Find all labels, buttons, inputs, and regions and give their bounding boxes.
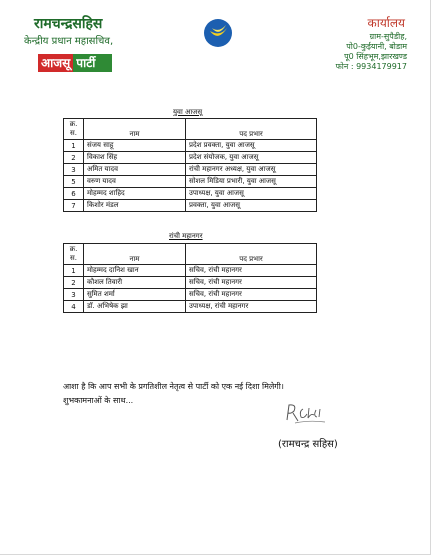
name-cell: अमित यादव	[84, 164, 186, 176]
table-row	[64, 188, 317, 200]
name-cell: विकाश सिंह	[84, 152, 186, 164]
office-address	[336, 32, 407, 72]
post-cell: रांची महानगर अध्यक्ष, युवा आजसू	[186, 164, 317, 176]
serial-cell: 4	[64, 301, 84, 313]
header-name: नाम	[84, 119, 186, 140]
header-post: पद प्रभार	[186, 244, 317, 265]
table-row	[64, 289, 317, 301]
closing-message	[63, 380, 284, 408]
serial-cell: 1	[64, 265, 84, 277]
address-line: ग्राम-सुपैडीह,	[369, 32, 407, 41]
post-cell: सोशल मिडिया प्रभारी, युवा आजसू	[186, 176, 317, 188]
name-cell: कौशल तिवारी	[84, 277, 186, 289]
header-post: पद प्रभार	[186, 119, 317, 140]
name-cell: वरुण यादव	[84, 176, 186, 188]
office-title: कार्यालय	[367, 16, 405, 30]
ranchi-members-table	[63, 243, 317, 313]
table-row	[64, 164, 317, 176]
section-title-yuva: युवा आजसू	[173, 108, 203, 116]
signatory-name: (रामचन्द्र सहिस)	[278, 439, 338, 450]
address-line: पो0-कुईयानी, बोडाम	[346, 42, 407, 51]
serial-cell: 7	[64, 200, 84, 212]
closing-line: आशा है कि आप सभी के प्रगतिशील नेतृत्व से पार्टी को एक नई दिशा मिलेगी।	[63, 382, 284, 391]
serial-cell: 2	[64, 277, 84, 289]
post-cell: उपाध्यक्ष, रांची महानगर	[186, 301, 317, 313]
post-cell: उपाध्यक्ष, युवा आजसू	[186, 188, 317, 200]
table-row	[64, 140, 317, 152]
name-cell: संजय साहू	[84, 140, 186, 152]
table-row	[64, 152, 317, 164]
phone-number: फोन : 9934179917	[335, 62, 407, 71]
table-header-row	[64, 244, 317, 265]
serial-cell: 1	[64, 140, 84, 152]
party-name-left: आजसू	[38, 54, 73, 72]
header-serial: क्र. स.	[64, 119, 84, 140]
party-name-right: पार्टी	[73, 54, 112, 72]
serial-cell: 3	[64, 289, 84, 301]
table-row	[64, 277, 317, 289]
sender-name: रामचन्द्रसहिस	[34, 16, 103, 32]
post-cell: प्रदेश प्रवक्ता, युवा आजसू	[186, 140, 317, 152]
name-cell: किशोर मंडल	[84, 200, 186, 212]
name-cell: डॉ. अभिषेक झा	[84, 301, 186, 313]
serial-cell: 5	[64, 176, 84, 188]
party-logo-text	[38, 54, 112, 72]
post-cell: प्रदेश संयोजक, युवा आजसू	[186, 152, 317, 164]
name-cell: सुमित शर्मा	[84, 289, 186, 301]
sender-designation: केन्द्रीय प्रधान महासचिव,	[24, 36, 114, 47]
name-cell: मोहम्मद दानिश खान	[84, 265, 186, 277]
table-row	[64, 265, 317, 277]
address-line: पू0 सिंहभूम,झारखण्ड	[344, 52, 407, 61]
section-title-ranchi: रांची महानगर	[169, 232, 203, 240]
handwritten-signature-icon	[283, 400, 333, 428]
header-name: नाम	[84, 244, 186, 265]
serial-cell: 2	[64, 152, 84, 164]
table-header-row	[64, 119, 317, 140]
post-cell: सचिव, रांची महानगर	[186, 277, 317, 289]
table-row	[64, 200, 317, 212]
yuva-members-table	[63, 118, 317, 212]
name-cell: मोहम्मद शाहिद	[84, 188, 186, 200]
banana-emblem-icon	[203, 18, 233, 48]
serial-cell: 3	[64, 164, 84, 176]
header-serial: क्र. स.	[64, 244, 84, 265]
post-cell: प्रवक्ता, युवा आजसू	[186, 200, 317, 212]
post-cell: सचिव, रांची महानगर	[186, 265, 317, 277]
post-cell: सचिव, रांची महानगर	[186, 289, 317, 301]
table-row	[64, 176, 317, 188]
closing-greeting: शुभकामनाओं के साथ...	[63, 396, 134, 405]
serial-cell: 6	[64, 188, 84, 200]
table-row	[64, 301, 317, 313]
